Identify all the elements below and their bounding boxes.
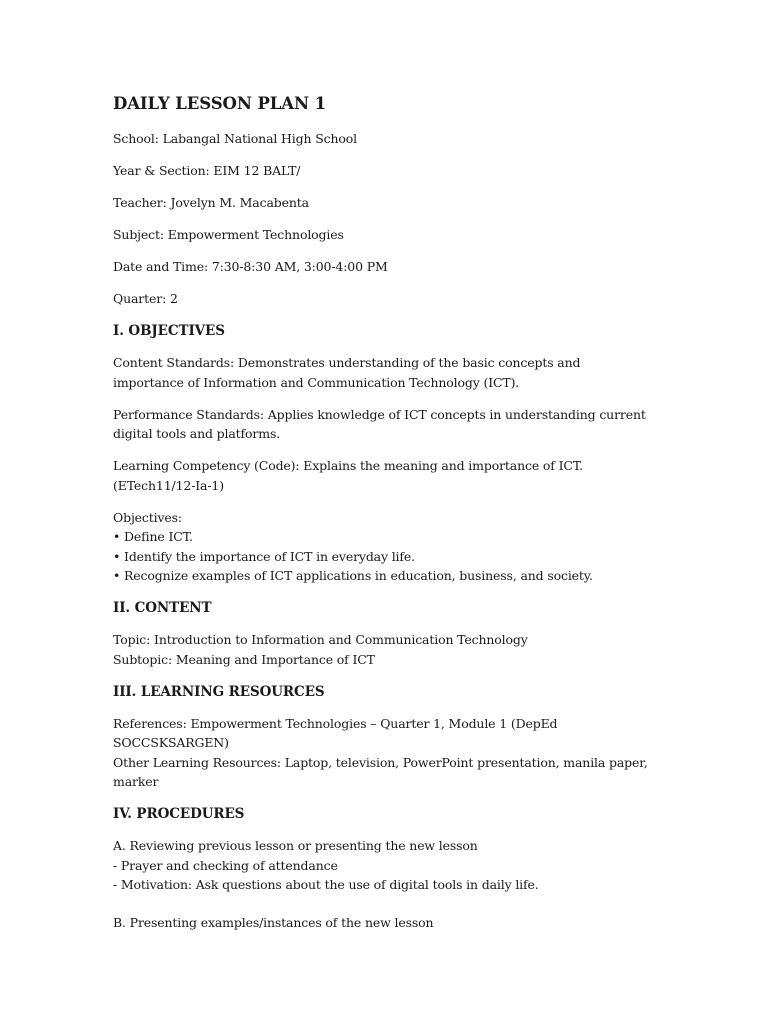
- teacher-field: Teacher: Jovelyn M. Macabenta: [113, 195, 309, 210]
- date-time-field: Date and Time: 7:30-8:30 AM, 3:00-4:00 PM: [113, 259, 388, 274]
- topic-line: Topic: Introduction to Information and Communication Technology: [113, 632, 528, 647]
- subtopic-line: Subtopic: Meaning and Importance of ICT: [113, 651, 375, 667]
- content-standards: Content Standards: Demonstrates understanding of the basic concepts and importance of Information and Communication Technology (ICT).: [113, 355, 581, 390]
- lesson-plan-page: [113, 93, 653, 945]
- objectives-heading: I. OBJECTIVES: [113, 323, 225, 339]
- year-section-field: Year & Section: EIM 12 BALT/: [113, 163, 301, 178]
- objective-item: • Define ICT.: [113, 529, 193, 544]
- learning-resources-heading: III. LEARNING RESOURCES: [113, 683, 325, 700]
- procedure-a-item: - Motivation: Ask questions about the use of digital tools in daily life.: [113, 877, 539, 892]
- document-title: DAILY LESSON PLAN 1: [113, 94, 326, 113]
- procedure-a-item: - Prayer and checking of attendance: [113, 857, 338, 873]
- references-line: References: Empowerment Technologies – Quarter 1, Module 1 (DepEd SOCCSKSARGEN): [113, 715, 558, 750]
- content-block: [113, 630, 653, 669]
- school-field: School: Labangal National High School: [113, 131, 357, 146]
- performance-standards: Performance Standards: Applies knowledge of ICT concepts in understanding current digital tools and platforms.: [113, 406, 646, 441]
- quarter-field: Quarter: 2: [113, 291, 178, 306]
- subject-field: Subject: Empowerment Technologies: [113, 227, 344, 242]
- objectives-label: Objectives:: [113, 509, 182, 525]
- objective-item: • Recognize examples of ICT applications in education, business, and society.: [113, 568, 593, 583]
- procedure-a-title: A. Reviewing previous lesson or presenting the new lesson: [113, 838, 478, 853]
- content-heading: II. CONTENT: [113, 600, 212, 616]
- procedures-heading: IV. PROCEDURES: [113, 806, 245, 822]
- procedure-a-block: [113, 836, 653, 895]
- resources-block: [113, 714, 653, 792]
- learning-competency: Learning Competency (Code): Explains the meaning and importance of ICT. (ETech11/12-Ia-1): [113, 458, 583, 493]
- procedure-b-title: B. Presenting examples/instances of the new lesson: [113, 914, 434, 930]
- objectives-list: [113, 508, 653, 586]
- objective-item: • Identify the importance of ICT in everyday life.: [113, 548, 415, 564]
- other-resources-line: Other Learning Resources: Laptop, television, PowerPoint presentation, manila paper, marker: [113, 754, 648, 789]
